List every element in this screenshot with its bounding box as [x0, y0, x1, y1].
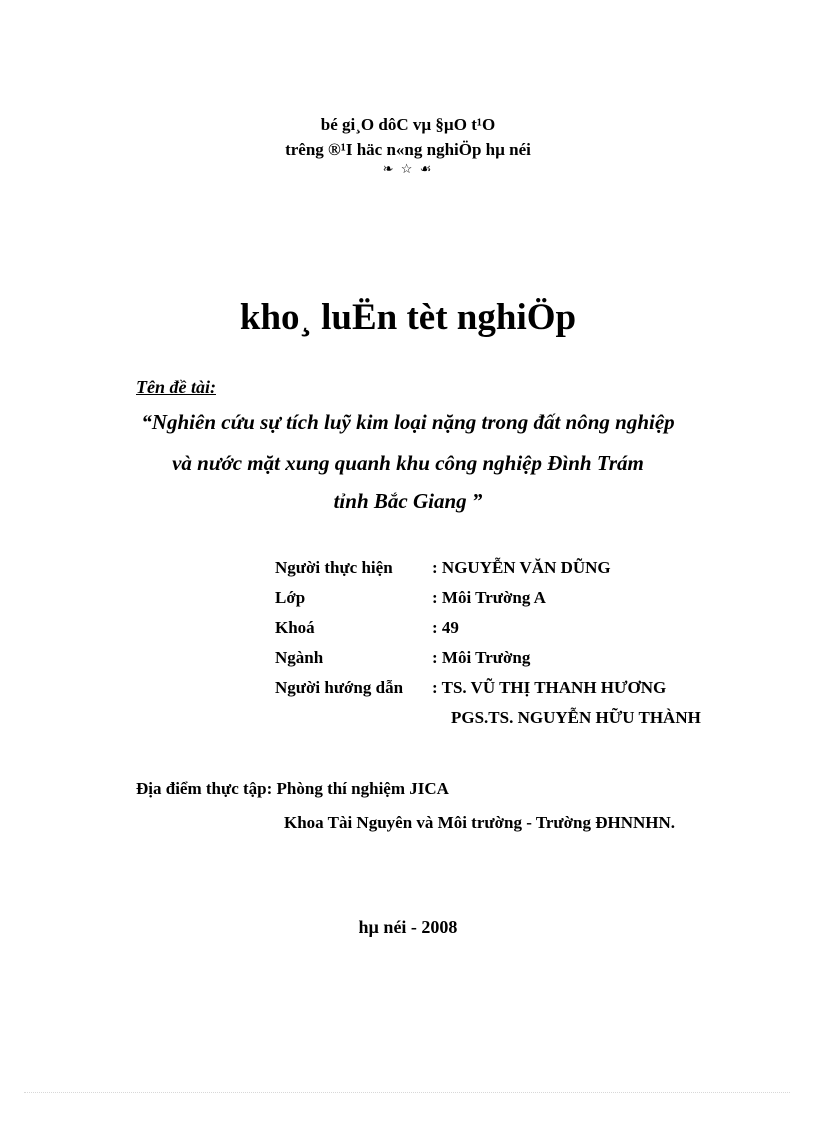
- city-year: hµ néi - 2008: [358, 917, 458, 937]
- info-label-author: Người thực hiện: [275, 558, 393, 577]
- info-label-class: Lớp: [275, 588, 306, 607]
- topic-line-3: tỉnh Bắc Giang ”: [333, 489, 483, 513]
- page-bottom-divider: [24, 1092, 790, 1093]
- info-value-class: : Môi Trường A: [432, 588, 546, 607]
- info-value-major: : Môi Trường: [432, 648, 531, 667]
- internship-faculty: Khoa Tài Nguyên và Môi trường - Trường ĐHNNHN.: [284, 813, 676, 832]
- info-label-supervisor: Người hướng dẫn: [275, 678, 404, 697]
- info-value-supervisor: : TS. VŨ THỊ THANH HƯƠNG: [432, 678, 667, 697]
- ministry-header: bé gi¸O dôC vµ §µO t¹O: [320, 115, 496, 134]
- info-value-author: : NGUYỄN VĂN DŨNG: [432, 558, 611, 577]
- internship-location: Địa điểm thực tập: Phòng thí nghiệm JICA: [136, 779, 449, 798]
- info-value-supervisor-2: PGS.TS. NGUYỄN HỮU THÀNH: [451, 708, 701, 727]
- topic-line-1: “Nghiên cứu sự tích luỹ kim loại nặng trong đất nông nghiệp: [141, 410, 675, 434]
- university-header: trêng ®¹I häc n«ng nghiÖp hµ néi: [285, 140, 531, 159]
- ornament-divider: ❧ ☆ ☙: [382, 161, 434, 176]
- document-title: kho¸ luËn tèt nghiÖp: [239, 297, 577, 338]
- info-label-cohort: Khoá: [275, 618, 315, 637]
- info-value-cohort: : 49: [432, 618, 459, 637]
- topic-label: Tên đề tài:: [136, 377, 216, 397]
- info-label-major: Ngành: [275, 648, 324, 667]
- topic-line-2: và nước mặt xung quanh khu công nghiệp Đình Trám: [172, 451, 644, 475]
